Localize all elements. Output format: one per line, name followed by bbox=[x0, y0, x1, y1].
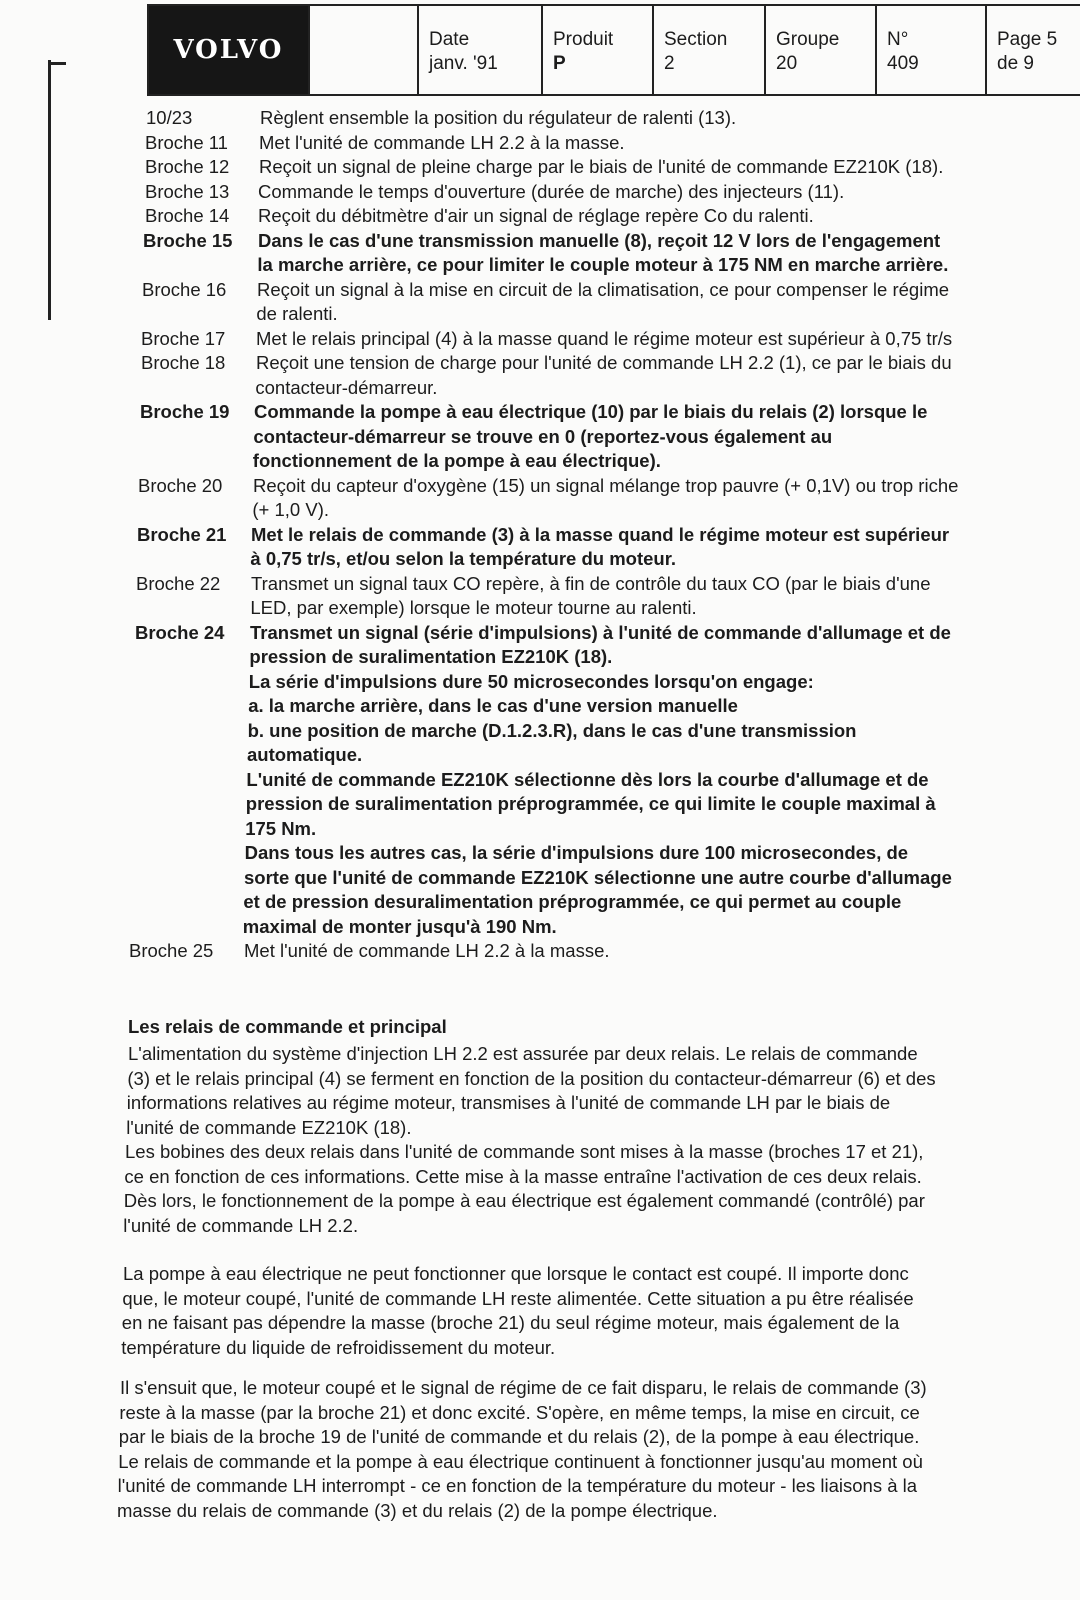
pin-description-line: Reçoit un signal de pleine charge par le biais de l'unité de commande EZ210K (18). bbox=[259, 156, 944, 177]
pin-description-line: b. une position de marche (D.1.2.3.R), dans le cas d'une transmission bbox=[247, 719, 857, 741]
paragraph-line: température du liquide de refroidissement du moteur. bbox=[121, 1336, 556, 1358]
pin-description-line: fonctionnement de la pompe à eau électrique). bbox=[252, 450, 661, 471]
pin-description-line: Met l'unité de commande LH 2.2 à la masse. bbox=[259, 131, 625, 153]
pin-description-line: à 0,75 tr/s, et/ou selon la température du moteur. bbox=[250, 548, 677, 569]
pin-row bbox=[0, 278, 1080, 327]
pin-row bbox=[0, 327, 1080, 352]
pin-row bbox=[0, 131, 1080, 156]
pin-row bbox=[0, 351, 1080, 400]
paragraph-line: que, le moteur coupé, l'unité de commande LH reste alimentée. Cette situation a pu être réalisée bbox=[122, 1287, 914, 1309]
header-cell-label: Page 5 bbox=[997, 29, 1058, 50]
header-cell bbox=[985, 6, 1080, 94]
header-cell bbox=[652, 6, 764, 94]
paragraph-line: masse du relais de commande (3) et du relais (2) de la pompe électrique. bbox=[117, 1499, 718, 1521]
pin-description-line: pression de suralimentation préprogrammée, ce qui limite le couple maximal à bbox=[245, 793, 936, 814]
header-cell-value: de 9 bbox=[997, 53, 1034, 74]
pin-description-line: Transmet un signal taux CO repère, à fin de contrôle du taux CO (par le biais d'une bbox=[251, 572, 931, 594]
pin-description-line: Reçoit du capteur d'oxygène (15) un signal mélange trop pauvre (+ 0,1V) ou trop riche bbox=[253, 474, 959, 496]
pin-label: Broche 20 bbox=[138, 474, 223, 496]
header-cell-label: Date bbox=[429, 29, 470, 50]
paragraph-line: reste à la masse (par la broche 21) et donc excité. S'opère, en même temps, la mise en circuit, ce bbox=[119, 1401, 920, 1423]
pin-description-line: (+ 1,0 V). bbox=[252, 499, 329, 520]
pin-label: Broche 14 bbox=[145, 205, 230, 226]
pin-description-line: contacteur-démarreur se trouve en 0 (reportez-vous également au bbox=[253, 425, 833, 447]
header-cell bbox=[541, 6, 652, 94]
pin-description-line: Transmet un signal (série d'impulsions) à l'unité de commande d'allumage et de bbox=[250, 621, 951, 643]
pin-list bbox=[0, 106, 1080, 964]
pin-description-line: contacteur-démarreur. bbox=[255, 376, 438, 398]
header-cell-label: N° bbox=[887, 29, 909, 50]
pin-description-line: Commande la pompe à eau électrique (10) par le biais du relais (2) lorsque le bbox=[254, 401, 928, 422]
binder-margin-tick bbox=[48, 62, 66, 65]
pin-label: Broche 15 bbox=[143, 229, 233, 251]
pin-row bbox=[0, 155, 1080, 180]
pin-description-line: automatique. bbox=[247, 744, 363, 765]
paragraph-line: Dès lors, le fonctionnement de la pompe à eau électrique est également commandé (contrôlé) par bbox=[123, 1190, 925, 1211]
pin-description-line: La série d'impulsions dure 50 microsecondes lorsqu'on engage: bbox=[248, 670, 814, 692]
pin-description-line: Règlent ensemble la position du régulateur de ralenti (13). bbox=[260, 107, 737, 128]
pin-description-line: de ralenti. bbox=[256, 303, 338, 324]
paragraph-line: l'unité de commande LH interrompt - ce en fonction de la température du moteur - les liaisons à la bbox=[117, 1475, 918, 1496]
paragraph-line: l'unité de commande LH 2.2. bbox=[123, 1214, 359, 1236]
pin-label: Broche 13 bbox=[145, 180, 230, 202]
paragraph-line: par le biais de la broche 19 de l'unité de commande et du relais (2), de la pompe à eau électrique. bbox=[118, 1426, 920, 1447]
pin-description-line: Reçoit une tension de charge pour l'unité de commande LH 2.2 (1), ce par le biais du bbox=[256, 352, 952, 373]
brand-logo-cell bbox=[149, 6, 308, 94]
paragraph-line: ce en fonction de ces informations. Cette mise à la masse entraîne l'activation de ces deux relais. bbox=[124, 1165, 922, 1187]
pin-description-line: L'unité de commande EZ210K sélectionne dès lors la courbe d'allumage et de bbox=[246, 768, 929, 790]
header-cell-label: Groupe bbox=[776, 29, 840, 50]
pin-description-line: Commande le temps d'ouverture (durée de marche) des injecteurs (11). bbox=[258, 180, 845, 202]
header-blank-cell bbox=[308, 6, 417, 94]
pin-row bbox=[0, 204, 1080, 229]
pin-description-line: et de pression desuralimentation préprogrammée, ce qui permet au couple bbox=[243, 891, 902, 912]
pin-description-line: sorte que l'unité de commande EZ210K sélectionne une autre courbe d'allumage bbox=[244, 866, 952, 888]
pin-description-line: LED, par exemple) lorsque le moteur tourne au ralenti. bbox=[250, 597, 697, 618]
pin-label: Broche 11 bbox=[145, 131, 228, 153]
pin-label: Broche 16 bbox=[142, 278, 227, 300]
pin-row bbox=[0, 106, 1080, 131]
header-cell-value: janv. '91 bbox=[429, 53, 498, 74]
pin-description-line: Met le relais principal (4) à la masse quand le régime moteur est supérieur à 0,75 tr/s bbox=[256, 327, 953, 349]
paragraph-line: Il s'ensuit que, le moteur coupé et le signal de régime de ce fait disparu, le relais de commande (3) bbox=[120, 1377, 927, 1398]
pin-description-line: Dans tous les autres cas, la série d'impulsions dure 100 microsecondes, de bbox=[244, 842, 909, 863]
pin-description-line: la marche arrière, ce pour limiter le couple moteur à 175 NM en marche arrière. bbox=[257, 254, 949, 275]
pin-description-line: Met le relais de commande (3) à la masse quand le régime moteur est supérieur bbox=[251, 523, 950, 545]
header-cell bbox=[417, 6, 541, 94]
pin-description-line: pression de suralimentation EZ210K (18). bbox=[249, 646, 613, 667]
pin-row bbox=[0, 474, 1080, 523]
header-cell-value: P bbox=[553, 53, 566, 74]
paragraph-line: Les bobines des deux relais dans l'unité de commande sont mises à la masse (broches 17 et 21), bbox=[125, 1141, 924, 1162]
pin-label: Broche 21 bbox=[137, 523, 227, 545]
pin-label: Broche 25 bbox=[129, 940, 214, 961]
section-title: Les relais de commande et principal bbox=[128, 1016, 447, 1037]
pin-row bbox=[0, 523, 1080, 572]
paragraph-line: (3) et le relais principal (4) se ferment en fonction de la position du contacteur-démarreur (6) et des bbox=[127, 1067, 936, 1089]
pin-description-line: a. la marche arrière, dans le cas d'une version manuelle bbox=[248, 695, 738, 716]
pin-label: 10/23 bbox=[146, 107, 193, 128]
paragraph-line: L'alimentation du système d'injection LH 2.2 est assurée par deux relais. Le relais de commande bbox=[128, 1043, 918, 1064]
header-cell-label: Produit bbox=[553, 29, 614, 50]
paragraph-line: en ne faisant pas dépendre la masse (broche 21) du seul régime moteur, mais également de la bbox=[121, 1312, 900, 1333]
pin-description-line: Reçoit un signal à la mise en circuit de la climatisation, ce pour compenser le régime bbox=[257, 278, 950, 300]
pin-row bbox=[0, 939, 1080, 964]
pin-row bbox=[0, 400, 1080, 474]
header-cell-label: Section bbox=[664, 29, 728, 50]
pin-description-line: maximal de monter jusqu'à 190 Nm. bbox=[242, 915, 557, 937]
paragraph-line: l'unité de commande EZ210K (18). bbox=[126, 1116, 412, 1138]
pin-label: Broche 24 bbox=[135, 621, 225, 643]
pin-label: Broche 17 bbox=[141, 327, 226, 349]
header-cell-value: 2 bbox=[664, 53, 675, 74]
header-cell bbox=[764, 6, 875, 94]
pin-row bbox=[0, 180, 1080, 205]
pin-label: Broche 18 bbox=[141, 352, 226, 373]
header-cell-value: 20 bbox=[776, 53, 798, 74]
pin-label: Broche 22 bbox=[136, 572, 221, 594]
pin-label: Broche 12 bbox=[145, 156, 230, 177]
document-header bbox=[147, 4, 1080, 96]
paragraph-line: informations relatives au régime moteur, transmises à l'unité de commande LH par le biais de bbox=[126, 1092, 891, 1113]
header-cell-value: 409 bbox=[887, 53, 919, 74]
paragraph-line: Le relais de commande et la pompe à eau électrique continuent à fonctionner jusqu'au moment où bbox=[118, 1450, 923, 1472]
pin-description-line: Met l'unité de commande LH 2.2 à la masse. bbox=[244, 940, 610, 961]
pin-description-line: 175 Nm. bbox=[245, 817, 317, 839]
pin-row bbox=[0, 621, 1080, 940]
header-cell bbox=[875, 6, 985, 94]
paragraph-line: La pompe à eau électrique ne peut fonctionner que lorsque le contact est coupé. Il importe donc bbox=[123, 1263, 909, 1284]
pin-row bbox=[0, 229, 1080, 278]
pin-label: Broche 19 bbox=[140, 401, 230, 422]
pin-description-line: Dans le cas d'une transmission manuelle (8), reçoit 12 V lors de l'engagement bbox=[258, 229, 941, 251]
pin-row bbox=[0, 572, 1080, 621]
volvo-logo: VOLVO bbox=[173, 35, 284, 65]
pin-description-line: Reçoit du débitmètre d'air un signal de réglage repère Co du ralenti. bbox=[258, 205, 814, 226]
